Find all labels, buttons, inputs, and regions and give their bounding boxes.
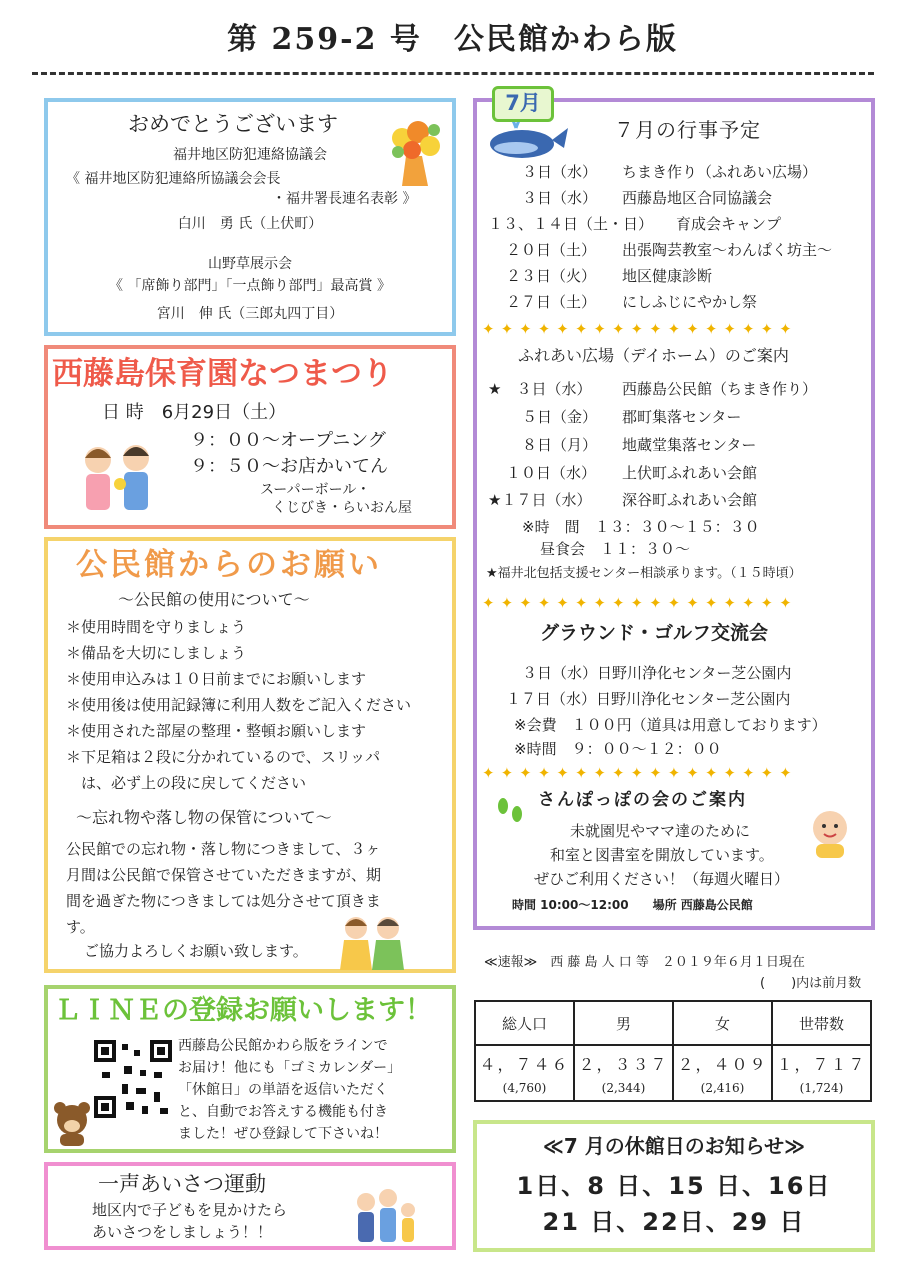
fureai-date: ★ ３日（水） [488,380,592,398]
line-text2: お届け！他にも「ゴミカレンダー」 [178,1060,402,1076]
population-cell [574,1045,673,1101]
population-value: ４，７４６ [479,1054,570,1074]
greeting-title: 一声あいさつ運動 [98,1172,266,1196]
greeting-line2: あいさつをしましょう！！ [92,1223,273,1241]
fureai-place: 西藤島公民館（ちまき作り） [622,380,818,398]
request-item: は、必ず上の段に戻してください [66,774,307,792]
fureai-date: ★１７日（水） [488,491,592,509]
line-title: ＬＩＮＥの登録お願いします！ [54,995,432,1026]
line-text4: と、自動でお答えする機能も付き [178,1104,388,1120]
fureai-note: ★福井北包括支援センター相談承ります。（１５時頃） [486,566,802,581]
event-date: ３日（水） [522,189,598,207]
request-item: ＊下足箱は２段に分かれているので、スリッパ [66,748,381,766]
population-header: 総人口 [475,1001,574,1045]
fureai-date: １０日（水） [506,464,597,482]
fureai-title: ふれあい広場（デイホーム）のご案内 [518,346,789,365]
event-date: ３日（水） [522,163,598,181]
population-header: 男 [574,1001,673,1045]
request-thanks: ご協力よろしくお願い致します。 [84,942,308,960]
closed-days-line1: 1日、8 日、15 日、16日 [516,1172,832,1200]
fureai-time: ※時 間 １３：３０〜１５：３０ [522,518,760,536]
event-name: ちまき作り（ふれあい広場） [622,163,818,181]
fureai-date: ５日（金） [522,408,598,426]
population-cell [475,1045,574,1101]
sanpo-time-place: 時間 10:00〜12:00 場所 西藤島公民館 [512,898,753,912]
star-divider: ✦✦✦✦✦✦✦✦✦✦✦✦✦✦✦✦✦ [482,594,798,612]
request-para3: 間を過ぎた物につきましては処分させて頂きま [66,892,381,910]
event-name: 育成会キャンプ [676,215,782,233]
request-item: ＊使用された部屋の整理・整頓お願いします [66,722,367,740]
footprints-icon [494,794,526,830]
sanpo-line2: 和室と図書室を開放しています。 [550,846,774,864]
golf-title: グラウンド・ゴルフ交流会 [540,622,769,644]
festival-date: 日 時 6月29日（土） [102,402,287,423]
congrats-line5: 山野草展示会 [208,256,292,272]
sanpo-line1: 未就園児やママ達のために [570,822,751,840]
fureai-date: ８日（月） [522,436,598,454]
fureai-place: 上伏町ふれあい会館 [622,464,758,482]
request-item: ＊使用後は使用記録簿に利用人数をご記入ください [66,696,412,714]
population-value: １，７１７ [776,1054,867,1074]
header-divider [32,72,874,75]
congrats-recipient1: 白川 勇 氏（上伏町） [177,216,323,232]
event-name: 地区健康診断 [622,267,713,285]
population-header: 女 [673,1001,772,1045]
golf-row: ３日（水）日野川浄化センター芝公園内 [522,664,792,682]
population-cell [673,1045,772,1101]
population-cell [772,1045,871,1101]
festival-time2: ９：５０〜お店かいてん [190,456,388,477]
festival-stalls1: スーパーボール・ [260,482,371,498]
request-subtitle2: 〜忘れ物や落し物の保管について〜 [76,808,332,827]
event-name: 出張陶芸教室〜わんぱく坊主〜 [622,241,833,259]
request-para1: 公民館での忘れ物・落し物につきまして、３ヶ [66,840,381,858]
population-prev: (1,724) [799,1080,844,1095]
event-date: ２３日（火） [506,267,597,285]
population-prev: (2,344) [601,1080,646,1095]
population-header: 世帯数 [772,1001,871,1045]
fureai-place: 郡町集落センター [622,408,742,426]
fureai-lunch: 昼食会 １１：３０〜 [540,540,691,558]
congrats-line1: 福井地区防犯連絡協議会 [173,147,327,163]
population-prev: (4,760) [502,1080,547,1095]
greeting-family-icon [350,1188,420,1250]
golf-time: ※時間 ９：００〜１２：００ [514,740,722,758]
bowing-people-icon [334,914,410,974]
population-value: ２，４０９ [677,1054,768,1074]
fureai-place: 深谷町ふれあい会館 [622,491,758,509]
congrats-recipient2: 宮川 伸 氏（三郎丸四丁目） [156,306,344,322]
children-yukata-icon [72,440,168,518]
population-note: ( )内は前月数 [760,976,862,991]
population-table [474,1000,872,1102]
bear-mascot-icon [52,1100,92,1150]
page-title: 第 259-2 号 公民館かわら版 [227,22,678,57]
month-badge-label: 7月 [505,91,541,115]
congrats-line2: 《 福井地区防犯連絡所協議会会長 [66,171,281,187]
festival-stalls2: くじびき・らいおん屋 [272,500,412,516]
request-para2: 月間は公民館で保管させていただきますが、期 [66,866,382,884]
event-date: ２７日（土） [506,293,597,311]
congrats-line6: 《 「席飾り部門」「一点飾り部門」最高賞 》 [109,278,391,294]
congrats-title: おめでとうございます [128,112,338,136]
baby-icon [806,808,854,864]
request-para4: す。 [66,918,95,936]
qr-code-icon[interactable] [94,1040,172,1122]
request-item: ＊備品を大切にしましょう [66,644,247,662]
request-title: 公民館からのお願い [76,547,382,583]
golf-row: １７日（水）日野川浄化センター芝公園内 [506,690,791,708]
event-date: ２０日（土） [506,241,597,259]
events-title: ７月の行事予定 [614,118,761,142]
population-value: ２，３３７ [578,1054,669,1074]
event-name: にしふじにやかし祭 [622,293,758,311]
sanpo-title: さんぽっぽの会のご案内 [538,790,747,810]
fureai-place: 地蔵堂集落センター [622,436,757,454]
sanpo-line3: ぜひご利用ください！（毎週火曜日） [534,870,790,888]
event-name: 西藤島地区合同協議会 [622,189,773,207]
congrats-line3: ・福井署長連名表彰 》 [272,191,417,207]
line-text1: 西藤島公民館かわら版をラインで [178,1038,388,1054]
line-text3: 「休館日」の単語を返信いただく [178,1082,388,1098]
population-prev: (2,416) [700,1080,745,1095]
request-item: ＊使用時間を守りましょう [66,618,247,636]
line-text5: ました！ぜひ登録して下さいね！ [178,1126,388,1142]
star-divider: ✦✦✦✦✦✦✦✦✦✦✦✦✦✦✦✦✦ [482,320,798,338]
closed-days-title: ≪7 月の休館日のお知らせ≫ [542,1134,806,1158]
festival-title: 西藤島保育園なつまつり [52,356,393,392]
star-divider: ✦✦✦✦✦✦✦✦✦✦✦✦✦✦✦✦✦ [482,764,798,782]
festival-time1: ９：００〜オープニング [190,430,386,451]
request-subtitle1: 〜公民館の使用について〜 [118,590,310,609]
closed-days-line2: 21 日、22日、29 日 [542,1208,806,1236]
golf-fee: ※会費 １００円（道具は用意しております） [514,716,827,734]
request-item: ＊使用申込みは１０日前までにお願いします [66,670,367,688]
population-heading: ≪速報≫ 西 藤 島 人 口 等 ２０１９年６月１日現在 [484,955,805,970]
event-date: １３、１４日（土・日） [488,215,654,233]
greeting-line1: 地区内で子どもを見かけたら [92,1201,288,1219]
